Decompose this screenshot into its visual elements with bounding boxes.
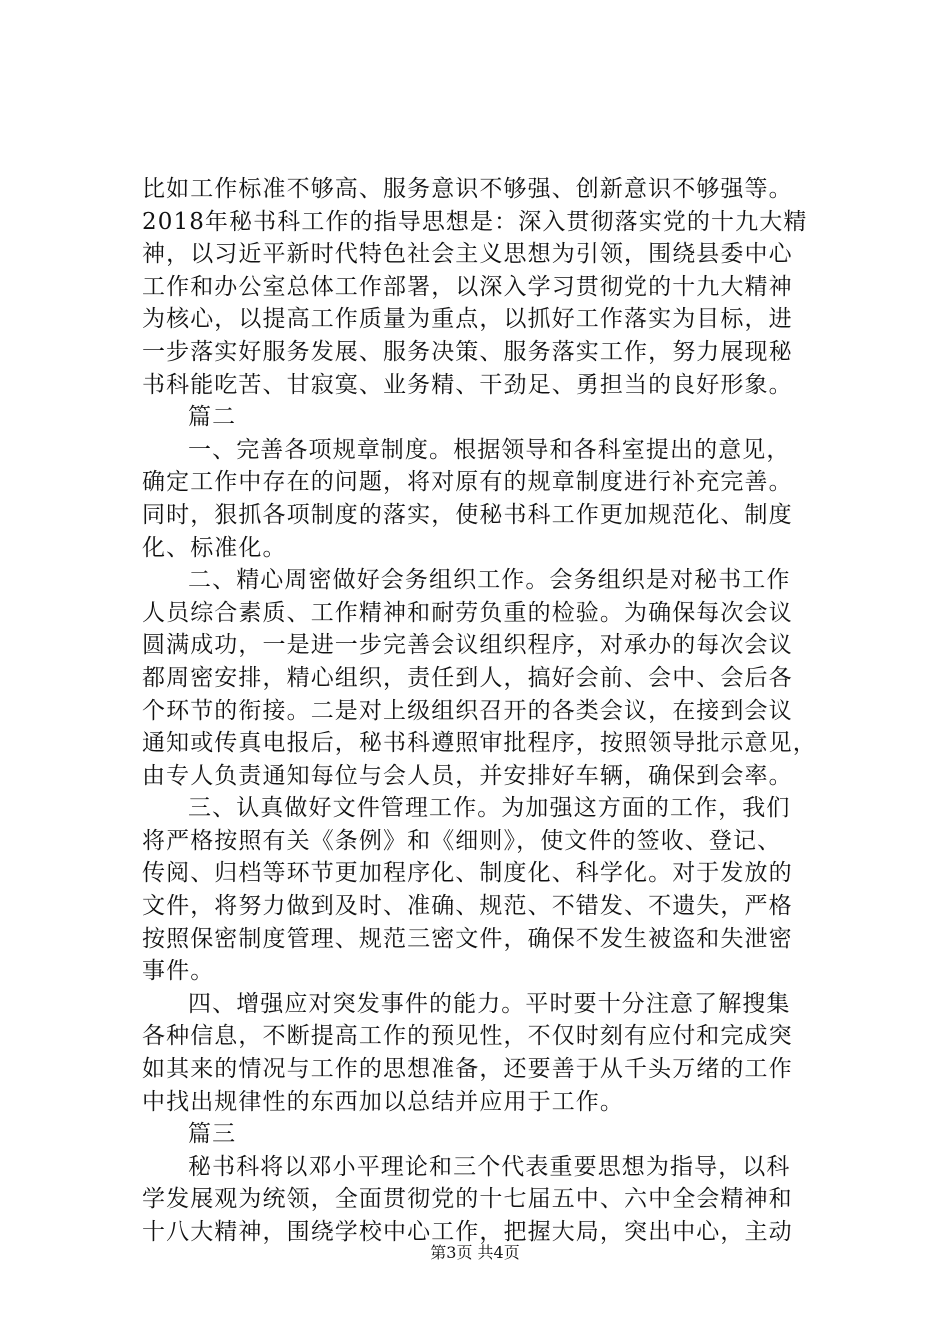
body-line: 为核心，以提高工作质量为重点，以抓好工作落实为目标，进 [142, 306, 793, 333]
body-line: 人员综合素质、工作精神和耐劳负重的检验。为确保每次会议 [142, 599, 793, 626]
body-line: 各种信息，不断提高工作的预见性，不仅时刻有应付和完成突 [142, 1023, 793, 1050]
body-line: 传阅、归档等环节更加程序化、制度化、科学化。对于发放的 [142, 860, 793, 887]
body-line: 文件，将努力做到及时、准确、规范、不错发、不遗失，严格 [142, 893, 793, 920]
body-line: 都周密安排，精心组织，责任到人，搞好会前、会中、会后各 [142, 664, 793, 691]
page-number-footer: 第3页 共4页 [430, 1243, 520, 1262]
paragraph-first-line: 二、精心周密做好会务组织工作。会务组织是对秘书工作 [188, 567, 791, 594]
section-heading-part-three: 篇三 [188, 1121, 237, 1148]
body-line: 比如工作标准不够高、服务意识不够强、创新意识不够强等。 [142, 176, 793, 202]
body-line: 书科能吃苦、甘寂寞、业务精、干劲足、勇担当的良好形象。 [142, 371, 793, 398]
paragraph-first-line: 秘书科将以邓小平理论和三个代表重要思想为指导，以科 [188, 1153, 791, 1180]
body-line: 工作和办公室总体工作部署，以深入学习贯彻党的十九大精神 [142, 273, 793, 300]
document-body [142, 173, 832, 1249]
body-line: 将严格按照有关《条例》和《细则》，使文件的签收、登记、 [142, 827, 782, 854]
paragraph-first-line: 一、完善各项规章制度。根据领导和各科室提出的意见， [188, 436, 791, 463]
body-line: 事件。 [142, 958, 215, 985]
body-line: 学发展观为统领，全面贯彻党的十七届五中、六中全会精神和 [142, 1186, 793, 1213]
body-line: 同时，狠抓各项制度的落实，使秘书科工作更加规范化、制度 [142, 501, 793, 528]
body-line: 如其来的情况与工作的思想准备，还要善于从千头万绪的工作 [142, 1056, 793, 1083]
body-line: 十八大精神，围绕学校中心工作，把握大局，突出中心，主动 [142, 1219, 793, 1245]
body-line: 确定工作中存在的问题，将对原有的规章制度进行补充完善。 [142, 469, 793, 496]
body-line: 个环节的衔接。二是对上级组织召开的各类会议，在接到会议 [142, 697, 793, 724]
body-line: 由专人负责通知每位与会人员，并安排好车辆，确保到会率。 [142, 762, 793, 789]
paragraph-first-line: 四、增强应对突发事件的能力。平时要十分注意了解搜集 [188, 990, 791, 1017]
body-line: 神，以习近平新时代特色社会主义思想为引领，围绕县委中心 [142, 241, 793, 268]
body-line: 中找出规律性的东西加以总结并应用于工作。 [142, 1088, 624, 1115]
body-line: 按照保密制度管理、规范三密文件，确保不发生被盗和失泄密 [142, 925, 793, 952]
section-heading-part-two: 篇二 [188, 404, 237, 431]
body-line: 通知或传真电报后，秘书科遵照审批程序，按照领导批示意见， [142, 730, 817, 757]
body-line: 圆满成功，一是进一步完善会议组织程序，对承办的每次会议 [142, 632, 793, 659]
body-line: 化、标准化。 [142, 534, 287, 561]
paragraph-first-line: 三、认真做好文件管理工作。为加强这方面的工作，我们 [188, 795, 791, 822]
body-line: 2018年秘书科工作的指导思想是：深入贯彻落实党的十九大精 [142, 208, 808, 235]
body-line: 一步落实好服务发展、服务决策、服务落实工作，努力展现秘 [142, 338, 793, 365]
